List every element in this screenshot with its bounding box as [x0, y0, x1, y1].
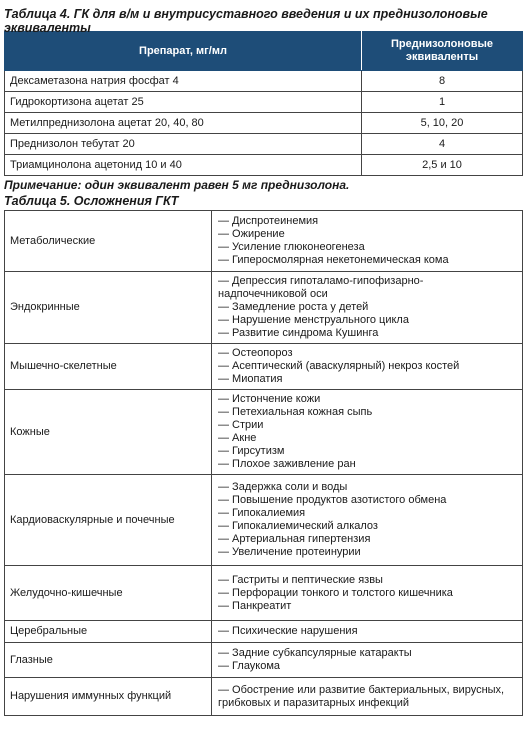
complication-list: [212, 621, 523, 643]
drug-cell: Преднизолон тебутат 20: [5, 134, 362, 155]
complication-item: — Асептический (аваскулярный) некроз костей: [218, 360, 460, 372]
complication-item: — Увеличение протеинурии: [218, 546, 361, 558]
table-row: [5, 134, 523, 155]
table4-header-equivalents-line1: Преднизолоновые: [391, 38, 493, 50]
complication-list: [212, 678, 523, 716]
complication-item: — Гиперосмолярная некетонемическая кома: [218, 254, 449, 266]
complication-category: Кардиоваскулярные и почечные: [5, 475, 212, 566]
table-row: [5, 71, 523, 92]
complication-list: [212, 643, 523, 678]
complication-list: [212, 344, 523, 390]
complication-item: — Ожирение: [218, 228, 285, 240]
complication-category: Мышечно-скелетные: [5, 344, 212, 390]
table4-caption: [4, 0, 527, 35]
drug-cell: Гидрокортизона ацетат 25: [5, 92, 362, 113]
complication-item: надпочечниковой оси: [218, 288, 328, 300]
table4-caption-line2: эквиваленты: [4, 21, 91, 35]
table4-note: Примечание: один эквивалент равен 5 мг преднизолона.: [4, 178, 350, 192]
table-row: [5, 344, 523, 390]
complication-list: [212, 272, 523, 344]
complication-item: — Усиление глюконеогенеза: [218, 241, 365, 253]
complication-list: [212, 475, 523, 566]
drug-cell: Дексаметазона натрия фосфат 4: [5, 71, 362, 92]
equivalent-cell: 8: [362, 71, 523, 92]
table-row: [5, 621, 523, 643]
complication-category: Кожные: [5, 390, 212, 475]
complication-item: — Артериальная гипертензия: [218, 533, 371, 545]
complication-item: — Гастриты и пептические язвы: [218, 573, 383, 586]
table4-header-row: [5, 32, 523, 71]
table4-header-equivalents-line2: эквиваленты: [405, 51, 479, 63]
table-row: [5, 678, 523, 716]
complication-item: — Повышение продуктов азотистого обмена: [218, 494, 447, 506]
complication-item: — Истончение кожи: [218, 393, 321, 405]
complication-item: — Акне: [218, 432, 257, 444]
table-row: [5, 113, 523, 134]
table4: [4, 31, 523, 176]
equivalent-cell: 1: [362, 92, 523, 113]
complication-item: — Гипокалиемический алкалоз: [218, 520, 378, 532]
complication-item: — Развитие синдрома Кушинга: [218, 327, 379, 339]
drug-cell: Триамцинолона ацетонид 10 и 40: [5, 155, 362, 176]
equivalent-cell: 4: [362, 134, 523, 155]
table-row: [5, 643, 523, 678]
equivalent-cell: 5, 10, 20: [362, 113, 523, 134]
complication-item: — Нарушение менструального цикла: [218, 314, 409, 326]
document-page: [4, 0, 527, 716]
complication-item: — Психические нарушения: [218, 625, 358, 637]
complication-item: — Задние субкапсулярные катаракты: [218, 647, 412, 659]
complication-item: — Перфорации тонкого и толстого кишечника: [218, 586, 453, 599]
table4-header-drug: Препарат, мг/мл: [5, 32, 362, 71]
complication-category: Желудочно-кишечные: [5, 566, 212, 621]
complication-item: — Гипокалиемия: [218, 507, 306, 519]
table4-caption-line1: Таблица 4. ГК для в/м и внутрисуставного введения и их преднизолоновые: [4, 7, 488, 21]
complication-category: Метаболические: [5, 211, 212, 272]
complication-item: — Обострение или развитие бактериальных, вирусных,: [218, 683, 505, 696]
complication-item: — Депрессия гипоталамо-гипофизарно-: [218, 275, 424, 287]
complication-item: — Стрии: [218, 419, 264, 431]
drug-cell: Метилпреднизолона ацетат 20, 40, 80: [5, 113, 362, 134]
complication-item: — Панкреатит: [218, 599, 292, 612]
table-row: [5, 155, 523, 176]
complication-item: — Задержка соли и воды: [218, 481, 348, 493]
complication-category: Глазные: [5, 643, 212, 678]
complication-category: Нарушения иммунных функций: [5, 678, 212, 716]
table-row: [5, 211, 523, 272]
complication-category: Церебральные: [5, 621, 212, 643]
complication-item: — Остеопороз: [218, 347, 293, 359]
table-row: [5, 566, 523, 621]
complication-item: — Петехиальная кожная сыпь: [218, 406, 373, 418]
complication-item: — Плохое заживление ран: [218, 458, 356, 470]
table4-header-equivalents: [362, 32, 523, 71]
complication-item: — Гирсутизм: [218, 445, 285, 457]
complication-item: грибковых и паразитарных инфекций: [218, 696, 409, 709]
complication-item: — Глаукома: [218, 660, 281, 672]
complication-item: — Замедление роста у детей: [218, 301, 369, 313]
table5: [4, 210, 523, 716]
complication-list: [212, 211, 523, 272]
equivalent-cell: 2,5 и 10: [362, 155, 523, 176]
complication-item: — Диспротеинемия: [218, 215, 319, 227]
complication-category: Эндокринные: [5, 272, 212, 344]
complication-item: — Миопатия: [218, 373, 283, 385]
table5-caption: Таблица 5. Осложнения ГКТ: [4, 194, 179, 208]
complication-list: [212, 566, 523, 621]
table-row: [5, 272, 523, 344]
table-row: [5, 390, 523, 475]
table-row: [5, 475, 523, 566]
table-row: [5, 92, 523, 113]
complication-list: [212, 390, 523, 475]
